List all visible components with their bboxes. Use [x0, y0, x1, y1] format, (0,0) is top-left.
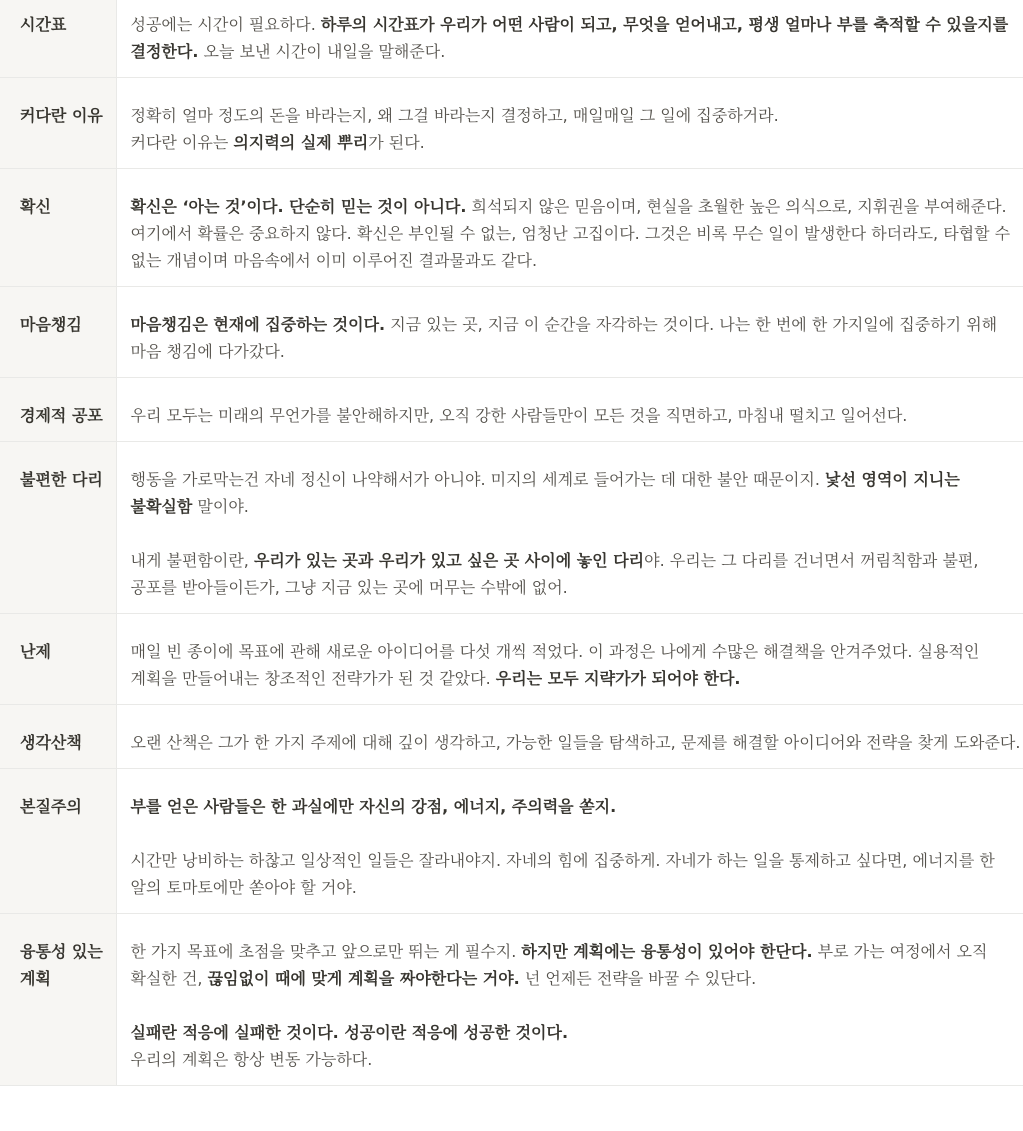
- row-description: [116, 914, 1023, 1086]
- text: 커다란 이유는: [130, 133, 234, 152]
- row-term: 커다란 이유: [0, 78, 116, 169]
- description-paragraph: [131, 402, 1023, 429]
- row-description: [116, 287, 1023, 378]
- text: 넌 언제든 전략을 바꿀 수 있단다.: [519, 969, 757, 988]
- bold-text: 실패란 적응에 실패한 것이다. 성공이란 적응에 성공한 것이다.: [130, 1023, 569, 1042]
- bold-text: 부를 얻은 사람들은 한 과실에만 자신의 강점, 에너지, 주의력을 쏟지.: [130, 797, 617, 816]
- row-term: 마음챙김: [0, 287, 116, 378]
- bold-text: 의지력의 실제 뿌리: [233, 133, 369, 152]
- row-description: [116, 169, 1023, 287]
- text: 우리 모두는 미래의 무언가를 불안해하지만, 오직 강한 사람들만이 모든 것을 직면하고, 마침내 떨치고 일어선다.: [130, 406, 908, 425]
- bold-text: 확신은 ‘아는 것’이다. 단순히 믿는 것이 아니다.: [130, 197, 467, 216]
- row-description: [116, 705, 1023, 769]
- text: 우리의 계획은 항상 변동 가능하다.: [130, 1050, 373, 1069]
- bold-text: 하루의 시간표가 우리가 어떤 사람이 되고, 무엇을 얻어내고, 평생 얼마나 부를 축적할 수 있을지를 결정한다.: [130, 15, 1009, 61]
- table-row: [0, 769, 1023, 914]
- row-term: 본질주의: [0, 769, 116, 914]
- row-term: 생각산책: [0, 705, 116, 769]
- row-term: 융통성 있는 계획: [0, 914, 116, 1086]
- text: 오랜 산책은 그가 한 가지 주제에 대해 깊이 생각하고, 가능한 일들을 탐색하고, 문제를 해결할 아이디어와 전략을 찾게 도와준다.: [130, 733, 1021, 752]
- row-description: [116, 0, 1023, 78]
- table-row: [0, 0, 1023, 78]
- description-paragraph: [131, 847, 1023, 901]
- text: 시간만 낭비하는 하찮고 일상적인 일들은 잘라내야지. 자네의 힘에 집중하게. 자네가 하는 일을 통제하고 싶다면, 에너지를 한 알의 토마토에만 쏟아야 할 거야.: [130, 851, 995, 897]
- table-row: [0, 169, 1023, 287]
- table-row: [0, 78, 1023, 169]
- description-paragraph: [131, 102, 1023, 129]
- table-row: [0, 705, 1023, 769]
- bold-text: 마음챙김은 현재에 집중하는 것이다.: [130, 315, 386, 334]
- bold-text: 우리가 있는 곳과 우리가 있고 싶은 곳 사이에 놓인 다리: [253, 551, 645, 570]
- bold-text: 끊임없이 때에 맞게 계획을 짜야한다는 거야.: [207, 969, 520, 988]
- text: 말이야.: [192, 497, 249, 516]
- row-term: 확신: [0, 169, 116, 287]
- row-description: [116, 378, 1023, 442]
- description-paragraph: [131, 466, 1023, 520]
- table-row: [0, 914, 1023, 1086]
- row-description: [116, 769, 1023, 914]
- description-paragraph: [131, 311, 1023, 365]
- text: 성공에는 시간이 필요하다.: [130, 15, 321, 34]
- table-row: [0, 614, 1023, 705]
- text: 행동을 가로막는건 자네 정신이 나약해서가 아니야. 미지의 세계로 들어가는 데 대한 불안 때문이지.: [130, 470, 826, 489]
- text: 희석되지 않은 믿음이며, 현실을 초월한 높은 의식으로, 지휘권을 부여해준다. 여기에서 확률은 중요하지 않다. 확신은 부인될 수 없는, 엄청난 고집이다. 그것은 비록 무슨 일이 발생한다 하더라도, 타협할 수 없는 개념이며 마음속에서 이미 이루어진 결과물과도 같다.: [130, 197, 1011, 270]
- description-paragraph: [131, 1046, 1023, 1073]
- bold-text: 하지만 계획에는 융통성이 있어야 한단다.: [521, 942, 813, 961]
- description-paragraph: [131, 729, 1023, 756]
- text: 야. 우리는 그 다리를 건너면서 꺼림칙함과 불편, 공포를 받아들이든가, 그냥 지금 있는 곳에 머무는 수밖에 없어.: [130, 551, 979, 597]
- description-paragraph: [131, 793, 1023, 820]
- text: 오늘 보낸 시간이 내일을 말해준다.: [198, 42, 446, 61]
- text: 매일 빈 종이에 목표에 관해 새로운 아이디어를 다섯 개씩 적었다. 이 과정은 나에게 수많은 해결책을 안겨주었다. 실용적인 계획을 만들어내는 창조적인 전략가가 된 것 같았다.: [130, 642, 980, 688]
- bold-text: 우리는 모두 지략가가 되어야 한다.: [495, 669, 741, 688]
- row-term: 난제: [0, 614, 116, 705]
- description-paragraph: [131, 938, 1023, 992]
- text: 한 가지 목표에 초점을 맞추고 앞으로만 뛰는 게 필수지.: [130, 942, 522, 961]
- table-row: [0, 378, 1023, 442]
- description-paragraph: [131, 129, 1023, 156]
- row-term: 불편한 다리: [0, 442, 116, 614]
- description-paragraph: [131, 11, 1023, 65]
- row-description: [116, 614, 1023, 705]
- table-row: [0, 287, 1023, 378]
- row-description: [116, 78, 1023, 169]
- text: 가 된다.: [368, 133, 425, 152]
- text: 부로 가는 여정에서 오직 확실한 건,: [130, 942, 988, 988]
- description-paragraph: [131, 638, 1023, 692]
- description-paragraph: [131, 193, 1023, 274]
- text: 정확히 얼마 정도의 돈을 바라는지, 왜 그걸 바라는지 결정하고, 매일매일 그 일에 집중하거라.: [130, 106, 779, 125]
- description-paragraph: [131, 1019, 1023, 1046]
- table-row: [0, 442, 1023, 614]
- row-term: 시간표: [0, 0, 116, 78]
- bold-text: 낯선 영역이 지니는 불확실함: [130, 470, 960, 516]
- description-paragraph: [131, 547, 1023, 601]
- row-term: 경제적 공포: [0, 378, 116, 442]
- text: 지금 있는 곳, 지금 이 순간을 자각하는 것이다. 나는 한 번에 한 가지일에 집중하기 위해 마음 챙김에 다가갔다.: [130, 315, 998, 361]
- text: 내게 불편함이란,: [130, 551, 254, 570]
- row-description: [116, 442, 1023, 614]
